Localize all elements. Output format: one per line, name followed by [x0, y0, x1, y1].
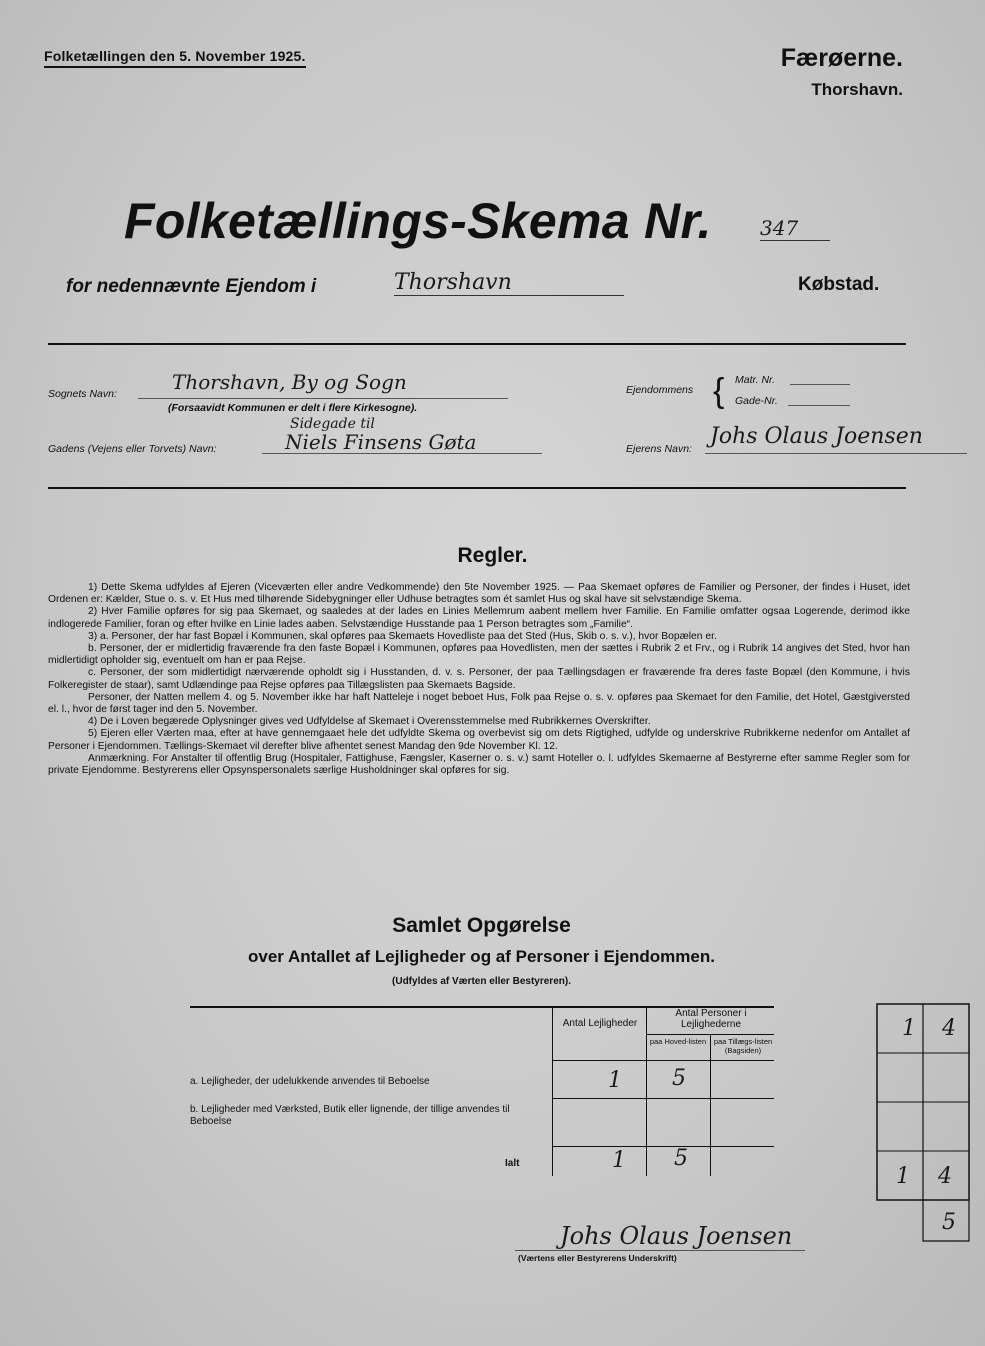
rule-paragraph: Anmærkning. For Anstalter til offentlig Brug (Hospitaler, Fattighuse, Fængsler, Kaserner o. s. v.) samt Hoteller o. l. udfyldes Skemaerne af Bestyrerne efter samme Regler som for private Ejendomme. Bestyrerens eller Opsynspersonalets særlige Husholdninger skal opføres for sig.	[48, 752, 910, 777]
rule-paragraph: 4) De i Loven begærede Oplysninger gives ved Udfyldelse af Skemaet i Overensstemmelse med Rubrikkernes Overskrifter.	[88, 716, 651, 728]
street-value-top: Sidegade til	[290, 416, 375, 432]
parish-note: (Forsaavidt Kommunen er delt i flere Kirkesogne).	[168, 402, 418, 414]
street-value: Niels Finsens Gøta	[285, 430, 477, 454]
rules-title: Regler.	[457, 544, 528, 567]
summary-note: (Udfyldes af Værten eller Bestyreren).	[392, 976, 571, 987]
town-type-label: Købstad.	[798, 274, 880, 295]
rule-paragraph: 2) Hver Familie opføres for sig paa Skemaet, og saaledes at der lades en Linies Mellemrum aabent mellem hver Familie. En Familie omfatter ogsaa Logerende, derimod ikke indlogerede Familier, foran og efter hvilke en Linie lades aaben. Selvstændige Husstande paa 1 Person betragtes som „Familie“.	[48, 606, 910, 630]
side-cell: 5	[942, 1210, 956, 1235]
side-cell: 4	[938, 1164, 952, 1189]
side-cell: 1	[902, 1016, 916, 1041]
side-cell: 1	[896, 1164, 910, 1189]
table-hline	[552, 1098, 774, 1099]
signature-value: Johs Olaus Joensen	[560, 1222, 793, 1250]
signature-caption: (Værtens eller Bestyrerens Underskrift)	[518, 1253, 677, 1263]
rule-paragraph: c. Personer, der som midlertidigt nærværende opholdt sig i Husstanden, d. v. s. Personer, der paa Tællingsdagen er fraværende fra deres faste Bopæl (den Kommune, i hvis Folkeregister de staar), samt Udlændinge paa Rejse opføres paa Tillægslisten paa Skemaets Bagside.	[48, 667, 910, 691]
summary-title: Samlet Opgørelse	[392, 914, 571, 937]
parish-value: Thorshavn, By og Sogn	[172, 370, 407, 394]
property-label: Ejendommens	[626, 384, 694, 396]
total-main-value: 5	[674, 1146, 688, 1171]
row-b-label: b. Lejligheder med Værksted, Butik eller lignende, der tillige anvendes til Beboelse	[190, 1104, 510, 1127]
col-extra-header: paa Tillægs-listen (Bagsiden)	[713, 1037, 773, 1055]
parish-line	[138, 398, 508, 399]
city-heading: Thorshavn.	[811, 80, 903, 99]
census-date-heading: Folketællingen den 5. November 1925.	[44, 48, 306, 68]
total-label: Ialt	[505, 1158, 520, 1169]
form-number: 347	[760, 216, 830, 241]
divider-bottom	[48, 487, 906, 489]
rule-paragraph: 1) Dette Skema udfyldes af Ejeren (Viceværten eller andre Vedkommende) den 5te November 1925. — Paa Skemaet opføres de Familier og Personer, der findes i Huset, idet Ordenen er: Kælder, Stue o. s. v. Et Hus med tilhørende Sidebygninger eller Udhuse betragtes som ét samlet Hus og skal have sit selvstændige Skema.	[48, 582, 910, 606]
total-apartments-value: 1	[612, 1148, 626, 1173]
row-a-apartments-value: 1	[608, 1068, 622, 1093]
rules-text	[48, 582, 910, 777]
table-vline	[710, 1034, 711, 1176]
divider-top	[48, 343, 906, 345]
col-persons-header: Antal Personer i Lejlighederne	[675, 1008, 747, 1030]
signature-line	[515, 1250, 805, 1251]
table-vline	[646, 1006, 647, 1176]
parish-label: Sognets Navn:	[48, 388, 117, 400]
gade-line	[788, 405, 850, 406]
col-apartments-header: Antal Lejligheder	[562, 1018, 638, 1029]
col-main-header: paa Hoved-listen	[649, 1037, 707, 1046]
table-hline	[646, 1034, 774, 1035]
table-hline	[552, 1146, 774, 1147]
owner-label: Ejerens Navn:	[626, 443, 692, 455]
row-a-label: a. Lejligheder, der udelukkende anvendes til Beboelse	[190, 1076, 430, 1087]
matr-line	[790, 384, 850, 385]
rule-paragraph: b. Personer, der er midlertidig fraværende fra den faste Bopæl i Kommunen, opføres paa Hovedlisten, men der sættes i Rubrik 2 et Frv., og i Rubrik 14 angives det Sted, hvor han midlertidigt opholder sig, eventuelt om han er paa Rejse.	[48, 643, 910, 667]
summary-subtitle: over Antallet af Lejligheder og af Personer i Ejendommen.	[248, 947, 715, 966]
owner-line	[705, 453, 967, 454]
side-cell: 4	[942, 1016, 956, 1041]
rule-paragraph: 3) a. Personer, der har fast Bopæl i Kommunen, skal opføres paa Skemaets Hovedliste paa det Sted (Hus, Skib o. s. v.), hvor Bopælen er.	[88, 630, 717, 642]
gade-label: Gade-Nr.	[735, 395, 778, 407]
matr-label: Matr. Nr.	[735, 374, 776, 386]
property-location-value: Thorshavn	[394, 270, 624, 296]
form-title: Folketællings-Skema Nr.	[124, 193, 712, 249]
rule-paragraph: Personer, der Natten mellem 4. og 5. November ikke har haft Natteleje i noget beboet Hus, Folk paa Rejse o. s. v. opføres paa Skemaet for den Familie, det Hotel, Gæstgiversted el. l., hvor de først tager ind den 5. November.	[48, 691, 910, 716]
property-location-label: for nedennævnte Ejendom i	[66, 276, 317, 297]
table-hline	[552, 1060, 774, 1061]
owner-value: Johs Olaus Joensen	[710, 424, 923, 449]
street-line	[262, 453, 542, 454]
row-a-main-value: 5	[672, 1066, 686, 1091]
region-heading: Færøerne.	[780, 44, 903, 72]
table-vline	[552, 1006, 553, 1176]
street-label: Gadens (Vejens eller Torvets) Navn:	[48, 443, 217, 455]
rule-paragraph: 5) Ejeren eller Værten maa, efter at have gennemgaaet hele det udfyldte Skema og overbevist sig om dets Rigtighed, udfylde og underskrive Rubrikkerne nedenfor om Antallet af Personer i Ejendommen. Tællings-Skemaet vil derefter blive afhentet senest Mandag den 9de November Kl. 12.	[48, 728, 910, 752]
brace-symbol: {	[713, 372, 725, 410]
